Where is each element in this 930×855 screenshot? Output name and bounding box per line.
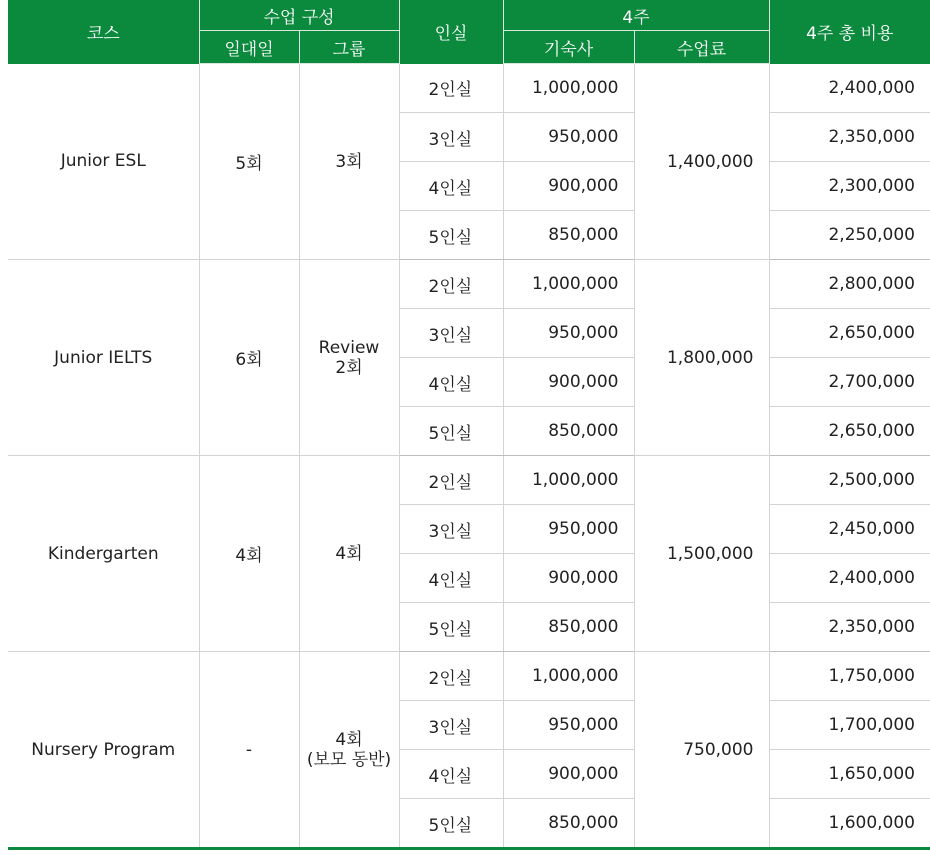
room-type: 4인실: [399, 750, 503, 799]
room-type: 5인실: [399, 407, 503, 456]
dormitory-fee: 850,000: [503, 603, 634, 652]
dormitory-fee: 900,000: [503, 358, 634, 407]
course-name: Kindergarten: [8, 456, 199, 652]
room-type: 5인실: [399, 211, 503, 260]
tuition-fee: 750,000: [634, 652, 769, 849]
total-cost: 1,650,000: [769, 750, 930, 799]
total-cost: 2,650,000: [769, 309, 930, 358]
course-name: Junior IELTS: [8, 260, 199, 456]
total-cost: 2,250,000: [769, 211, 930, 260]
header-lesson-composition: 수업 구성: [199, 0, 399, 31]
room-type: 5인실: [399, 603, 503, 652]
group-lesson-count: [299, 652, 399, 849]
dormitory-fee: 850,000: [503, 407, 634, 456]
table-row: [8, 456, 930, 505]
dormitory-fee: 1,000,000: [503, 652, 634, 701]
room-type: 3인실: [399, 309, 503, 358]
header-course: 코스: [8, 0, 199, 64]
header-dormitory: 기숙사: [503, 31, 634, 64]
total-cost: 2,350,000: [769, 603, 930, 652]
header-four-week-total: 4주 총 비용: [769, 0, 930, 64]
group-lesson-line1: 3회: [335, 151, 363, 172]
dormitory-fee: 900,000: [503, 162, 634, 211]
total-cost: 2,500,000: [769, 456, 930, 505]
dormitory-fee: 1,000,000: [503, 456, 634, 505]
tuition-fee: 1,800,000: [634, 260, 769, 456]
total-cost: 2,300,000: [769, 162, 930, 211]
tuition-fee: 1,500,000: [634, 456, 769, 652]
room-type: 4인실: [399, 358, 503, 407]
room-type: 4인실: [399, 554, 503, 603]
header-one-on-one: 일대일: [199, 31, 299, 64]
table-body: [8, 64, 930, 849]
course-name: Nursery Program: [8, 652, 199, 849]
room-type: 4인실: [399, 162, 503, 211]
dormitory-fee: 950,000: [503, 309, 634, 358]
dormitory-fee: 900,000: [503, 750, 634, 799]
room-type: 5인실: [399, 799, 503, 849]
dormitory-fee: 850,000: [503, 799, 634, 849]
course-name: Junior ESL: [8, 64, 199, 260]
room-type: 2인실: [399, 64, 503, 113]
group-lesson-line1: Review: [318, 337, 380, 358]
total-cost: 2,400,000: [769, 64, 930, 113]
dormitory-fee: 1,000,000: [503, 260, 634, 309]
total-cost: 2,650,000: [769, 407, 930, 456]
total-cost: 1,750,000: [769, 652, 930, 701]
table-row: [8, 652, 930, 701]
total-cost: 2,400,000: [769, 554, 930, 603]
dormitory-fee: 850,000: [503, 211, 634, 260]
room-type: 2인실: [399, 456, 503, 505]
group-lesson-line1: 4회: [335, 729, 363, 750]
group-lesson-count: [299, 260, 399, 456]
dormitory-fee: 900,000: [503, 554, 634, 603]
room-type: 2인실: [399, 652, 503, 701]
group-lesson-line2: (보모 동반): [306, 749, 392, 770]
price-table: [8, 0, 930, 850]
header-four-weeks: 4주: [503, 0, 769, 31]
total-cost: 1,600,000: [769, 799, 930, 849]
one-on-one-count: 4회: [199, 456, 299, 652]
total-cost: 2,350,000: [769, 113, 930, 162]
table-row: [8, 64, 930, 113]
dormitory-fee: 1,000,000: [503, 64, 634, 113]
header-group: 그룹: [299, 31, 399, 64]
dormitory-fee: 950,000: [503, 701, 634, 750]
group-lesson-count: [299, 456, 399, 652]
total-cost: 1,700,000: [769, 701, 930, 750]
table-row: [8, 260, 930, 309]
table-header: [8, 0, 930, 64]
total-cost: 2,700,000: [769, 358, 930, 407]
header-room-type: 인실: [399, 0, 503, 64]
room-type: 2인실: [399, 260, 503, 309]
one-on-one-count: 5회: [199, 64, 299, 260]
total-cost: 2,800,000: [769, 260, 930, 309]
tuition-fee: 1,400,000: [634, 64, 769, 260]
total-cost: 2,450,000: [769, 505, 930, 554]
room-type: 3인실: [399, 113, 503, 162]
group-lesson-line1: 4회: [335, 543, 363, 564]
group-lesson-count: [299, 64, 399, 260]
room-type: 3인실: [399, 701, 503, 750]
group-lesson-line2: 2회: [335, 357, 363, 378]
one-on-one-count: -: [199, 652, 299, 849]
header-tuition: 수업료: [634, 31, 769, 64]
dormitory-fee: 950,000: [503, 113, 634, 162]
room-type: 3인실: [399, 505, 503, 554]
dormitory-fee: 950,000: [503, 505, 634, 554]
one-on-one-count: 6회: [199, 260, 299, 456]
